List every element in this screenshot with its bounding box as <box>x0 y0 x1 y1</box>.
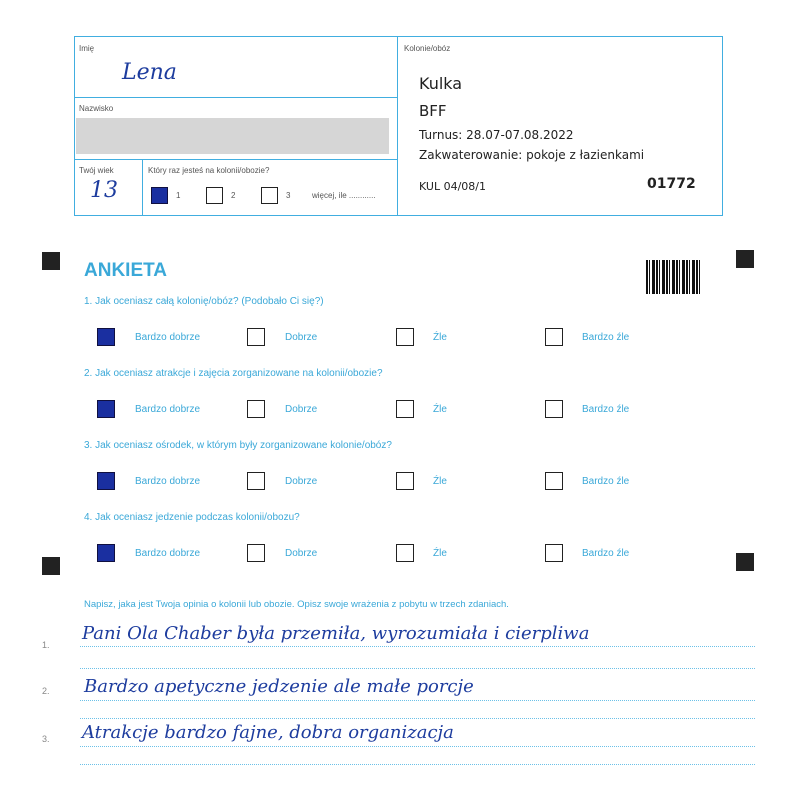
q2-option-bardzo-dobrze: Bardzo dobrze <box>135 404 201 415</box>
ktory-raz-option-3: 3 <box>286 191 291 200</box>
registration-marker <box>736 553 754 571</box>
q4-option-dobrze: Dobrze <box>285 548 318 559</box>
barcode <box>646 260 702 294</box>
answer-line <box>80 718 755 719</box>
ktory-raz-option-2: 2 <box>231 191 236 200</box>
answer-line <box>80 764 755 765</box>
opinion-line-number: 3. <box>42 734 50 744</box>
imie-label: Imię <box>79 44 95 53</box>
q2-checkbox-bardzo-dobrze[interactable] <box>97 400 115 418</box>
q3-option-zle: Źle <box>433 476 447 487</box>
q2-option-dobrze: Dobrze <box>285 404 318 415</box>
registration-marker <box>42 252 60 270</box>
answer-line <box>80 700 755 701</box>
registration-marker <box>736 250 754 268</box>
q1-option-bardzo-dobrze: Bardzo dobrze <box>135 332 201 343</box>
q4-option-bardzo-dobrze: Bardzo dobrze <box>135 548 201 559</box>
q1-checkbox-zle[interactable] <box>396 328 414 346</box>
question-4: 4. Jak oceniasz jedzenie podczas kolonii/obozu? <box>84 512 300 523</box>
q3-checkbox-zle[interactable] <box>396 472 414 490</box>
opinion-answer-3[interactable]: Atrakcje bardzo fajne, dobra organizacja <box>82 722 454 743</box>
q4-option-zle: Źle <box>433 548 447 559</box>
q4-checkbox-bardzo-zle[interactable] <box>545 544 563 562</box>
kolonia-group: BFF <box>419 102 447 120</box>
header-divider-vertical <box>397 36 398 216</box>
q3-option-bardzo-zle: Bardzo źle <box>582 476 630 487</box>
q4-checkbox-zle[interactable] <box>396 544 414 562</box>
q3-checkbox-dobrze[interactable] <box>247 472 265 490</box>
form-code: KUL 04/08/1 <box>419 180 486 193</box>
kolonia-name: Kulka <box>419 74 463 93</box>
registration-marker <box>42 557 60 575</box>
ktory-raz-option-1: 1 <box>176 191 181 200</box>
question-2: 2. Jak oceniasz atrakcje i zajęcia zorganizowane na kolonii/obozie? <box>84 368 383 379</box>
opinion-line-number: 2. <box>42 686 50 696</box>
turnus: Turnus: 28.07-07.08.2022 <box>419 128 574 142</box>
ktory-raz-checkbox-3[interactable] <box>261 187 278 204</box>
q3-option-dobrze: Dobrze <box>285 476 318 487</box>
form-number: 01772 <box>647 176 696 192</box>
q2-checkbox-dobrze[interactable] <box>247 400 265 418</box>
imie-value[interactable]: Lena <box>122 60 177 85</box>
q2-checkbox-bardzo-zle[interactable] <box>545 400 563 418</box>
ktory-raz-checkbox-1[interactable] <box>151 187 168 204</box>
question-3: 3. Jak oceniasz ośrodek, w którym były zorganizowane kolonie/obóz? <box>84 440 392 451</box>
survey-title: ANKIETA <box>84 260 168 281</box>
opinion-prompt: Napisz, jaka jest Twoja opinia o kolonii lub obozie. Opisz swoje wrażenia z pobytu w trzech zdaniach. <box>84 599 509 610</box>
q4-option-bardzo-zle: Bardzo źle <box>582 548 630 559</box>
q3-checkbox-bardzo-dobrze[interactable] <box>97 472 115 490</box>
kolonia-label: Kolonie/obóz <box>404 44 451 53</box>
q2-option-bardzo-zle: Bardzo źle <box>582 404 630 415</box>
q1-checkbox-dobrze[interactable] <box>247 328 265 346</box>
q2-option-zle: Źle <box>433 404 447 415</box>
ktory-raz-checkbox-2[interactable] <box>206 187 223 204</box>
header-divider-age <box>142 159 143 216</box>
opinion-line-number: 1. <box>42 640 50 650</box>
wiecej-label: więcej, ile ............ <box>312 191 376 200</box>
q4-checkbox-dobrze[interactable] <box>247 544 265 562</box>
q3-option-bardzo-dobrze: Bardzo dobrze <box>135 476 201 487</box>
q1-checkbox-bardzo-zle[interactable] <box>545 328 563 346</box>
opinion-answer-2[interactable]: Bardzo apetyczne jedzenie ale małe porcje <box>84 676 474 697</box>
q1-option-bardzo-zle: Bardzo źle <box>582 332 630 343</box>
header-divider-h1 <box>74 97 398 98</box>
q3-checkbox-bardzo-zle[interactable] <box>545 472 563 490</box>
header-divider-h2 <box>74 159 398 160</box>
nazwisko-label: Nazwisko <box>79 104 114 113</box>
q1-option-dobrze: Dobrze <box>285 332 318 343</box>
q1-checkbox-bardzo-dobrze[interactable] <box>97 328 115 346</box>
q1-option-zle: Źle <box>433 332 447 343</box>
ktory-raz-label: Który raz jesteś na kolonii/obozie? <box>148 166 270 175</box>
wiek-label: Twój wiek <box>79 166 114 175</box>
question-1: 1. Jak oceniasz całą kolonię/obóz? (Podobało Ci się?) <box>84 296 324 307</box>
q2-checkbox-zle[interactable] <box>396 400 414 418</box>
nazwisko-redacted <box>76 118 389 154</box>
q4-checkbox-bardzo-dobrze[interactable] <box>97 544 115 562</box>
answer-line <box>80 668 755 669</box>
answer-line <box>80 646 755 647</box>
zakwaterowanie: Zakwaterowanie: pokoje z łazienkami <box>419 148 645 162</box>
wiek-value[interactable]: 13 <box>90 178 118 203</box>
opinion-answer-1[interactable]: Pani Ola Chaber była przemiła, wyrozumiała i cierpliwa <box>82 623 590 644</box>
answer-line <box>80 746 755 747</box>
